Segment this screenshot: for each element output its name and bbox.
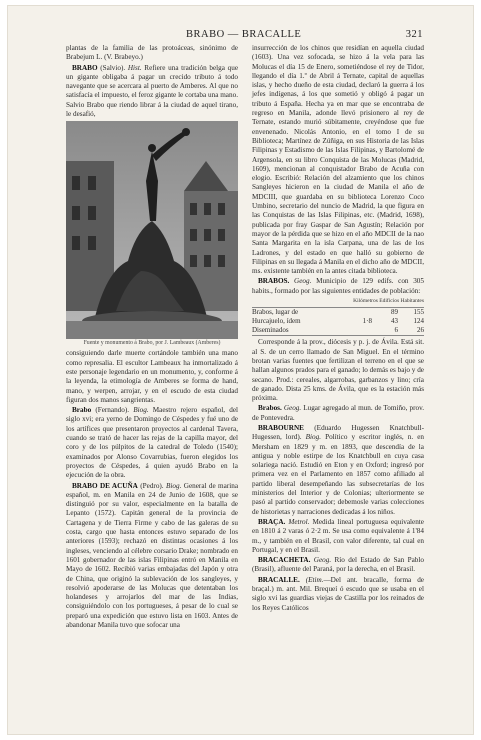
row-name: Brabos, lugar de	[252, 308, 299, 317]
category: Geog.	[289, 277, 312, 286]
entry-text: Corresponde á la prov., diócesis y p. j. de Ávila. Está sit. al S. de un cerro llamado de San Miguel. En el término brotan varias fuentes que fertilizan el terreno en el que se hallan algunos prados para el ganado; lo demás es bajo y de secano. Prod.: cereales, algarrobas, garbanzos y lino; cría de ganado. Dista 25 kms. de Ávila, que es la estación más próxima.	[252, 338, 424, 403]
entry-text: General de marina español, m. en Manila en 24 de Junio de 1608, que se distinguió por su valor, especialmente en la batalla de Lepanto (1572). Capitán general de la provincia de Cartagena y de Tierra Firme y cabo de las galeras de su costa, cargo que hasta entonces estuvo separado de los anteriores (1593); rechazó en distintas ocasiones á los ingleses, venciendo al célebre corsario Drake; nombrado en 1601 gobernador de las islas Filipinas entró en Manila en Mayo de 1602. Recibió varias embajadas del Japón y otra de China, que originó la sublevación de los sangleyes, y resolvió apoderarse de las Molucas que detentaban los holandeses y arrojarlos del mar de las Indias, consiguiéndolo con los portugueses, á pesar de lo cual se preparó una expedición que estuvo lista en 1603. Antes de abandonar Manila tuvo que sofocar una	[66, 481, 239, 629]
entry-text: Refiere una tradición belga que un gigante obligaba á pagar un crecido tributo á todo navegante que se acercara al puerto de Amberes. Al que no satisfacía el impuesto, el feroz gigante le cortaba una mano. Salvio Brabo que riendo librar á la ciudad de aquel tirano, le desafió,	[66, 63, 239, 119]
entry-brabos	[252, 277, 424, 296]
headword: BRABO DE ACUÑA	[72, 481, 138, 490]
left-column	[66, 44, 238, 631]
table-row	[252, 308, 424, 317]
illustration-caption: Fuente y monumento á Brabo, por J. Lambeaux (Amberes)	[83, 340, 221, 347]
entry-text: Medida lineal portuguesa equivalente en 1810 á 2 varas ó 2·2 m. Se usa como equivalente á 1'84 m., y también en el Brasil, con valor diferente, tal cual en Portugal, y en el Brasil.	[252, 517, 424, 554]
page-header	[66, 29, 423, 43]
entry-brabo-fernando	[66, 406, 238, 480]
right-column	[252, 44, 424, 614]
entry-brabo-continued	[66, 349, 238, 405]
entry-text: —Del ant. bracalle, forma de braçal.) m. ant. Mil. Brequeí ó escudo que se usaba en el siglo xvi las guardias viejas de Castilla por los reinados de los Reyes Católicos	[252, 575, 424, 612]
row-hab: 155	[413, 308, 424, 317]
row-edif: 43	[391, 317, 398, 326]
entry-text: consiguiendo darle muerte cortándole también una mano como represalia. El escultor Lambeaux ha inmortalizado á este personaje legendario en un monumento, y, conforme á la leyenda, la etimología de Amberes se forma de hand, mano, y werpen, arrojar, y en el escudo de esta ciudad figuran dos manos sangrientas.	[66, 349, 238, 404]
entry-text: Río del Estado de San Pablo (Brasil), afluente del Paraná, por la derecha, en el Brasil.	[252, 556, 424, 574]
row-edif: 89	[391, 308, 398, 317]
row-km	[346, 308, 372, 317]
population-table	[252, 308, 424, 336]
engraving-photo	[66, 121, 238, 339]
entry-text: Político y escritor inglés, n. en Mersham en 1829 y m. en 1893, que descendía de la antigua y noble estirpe de los Knatchbull en cuya casa solariega nació. Estudió en Eton y en Oxford; ingresó por primera vez en el Parlamento en 1857 como afiliado al partido liberal desempeñando las subsecretarías de los ministerios del Interior y de Colonias; ulteriormente se pasó al partido conservador; debemosle varias colecciones de historietas y narraciones dedicadas á los niños.	[252, 433, 425, 516]
headword-paren: (Fernando).	[91, 406, 130, 415]
entry-text: Maestro rejero español, del siglo xvi; era yerno de Domingo de Céspedes y fué uno de los artífices que presentaron proyectos al cardenal Tavera, cuando se trató de hacer las rejas de la capilla mayor, del coro y de los púlpitos de la catedral de Toledo (1540); examinados por Alonso Covarrubias, fueron elegidos los proyectos de Céspedes, á quien ayudó Brabo en la ejecución de la obra.	[66, 406, 239, 480]
entry-text: insurrección de los chinos que residían en aquella ciudad (1603). Una vez sofocada, se hizo á la vela para las Molucas el día 15 de Enero, sometiéndose el rey de Tidor, llegando el día 1.º de Abril á Ternate, capital de aquellas islas, y hecho dueño de esta ciudad, declaró la guerra á los jefes indígenas, á los que sometió y obligó á pagar un tributo á España. Hecha ya en mar que se encontraba de regreso en Manila, adonde llevó prisionero al rey de Ternate, estando murió súbitamente, creyéndose que fue envenenado. Nicolás Antonio, en el tomo I de su Biblioteca; Martínez de Zúñiga, en sus Historia de las Islas Filipinas y Estadismo de las Islas Filipinas, y Bartolomé de Argensola, en su libro Conquista de las Molucas (Madrid, 1609), mencionan al conquistador Brabo de Acuña con elogio. Escribió: Relación del alzamiento que los chinos Sangleyes hicieron en la ciudad de Manila el año de MDCIII, que guardaba en su biblioteca Lorenzo Coco Umbino, secretario del nuncio de Madrid, la que figura en las Conquistas de las Islas Filipinas, etc. (Madrid, 1698), publicada por fray Gaspar de San Agustín; Relación por mayor de la pérdida que se hizo en el año MDCII de la nao Santa Margarita en la isla Carpana, una de las de los Ladrones, y del estado en que halló su gobierno de Filipinas en su llegada á Manila en el dicho año de MDCII, ms. existente también en la antes citada biblioteca.	[252, 44, 424, 276]
entry-braca	[252, 518, 424, 555]
category: Biog.	[163, 481, 182, 490]
category: (Etim.	[299, 575, 324, 584]
headword: Brabo	[72, 406, 92, 415]
category: Hist.	[125, 63, 142, 72]
entry-text: Lugar agregado al mun. de Tomiño, prov. de Pontevedra.	[252, 404, 424, 422]
headword: BRABO	[72, 63, 98, 72]
entry-brabourne	[252, 424, 424, 517]
row-name: Diseminados	[252, 326, 289, 335]
headword: BRAÇA.	[258, 517, 286, 526]
row-hab: 26	[417, 326, 424, 335]
headword: BRABOURNE	[258, 423, 304, 432]
headword: BRACALLE.	[258, 575, 300, 584]
book-page	[8, 6, 473, 734]
headword: Brabos.	[258, 404, 282, 413]
row-hab: 124	[413, 317, 424, 326]
category: Biog.	[129, 406, 149, 415]
row-name: Hurcajuelo, ídem	[252, 317, 301, 326]
entry-acuna-continued	[252, 44, 424, 276]
category: Metrol.	[285, 517, 310, 526]
entry-bracacheta	[252, 556, 424, 575]
entry-brabo-salvio	[66, 64, 238, 120]
table-row	[252, 326, 424, 336]
category: Geog.	[281, 404, 302, 413]
entry-brabejum	[66, 44, 238, 63]
running-head: BRABO — BRACALLE	[186, 29, 302, 40]
row-km	[346, 326, 372, 336]
row-km: 1·8	[362, 317, 372, 326]
stats-column-headers: Kilómetros Edificios Habitantes	[252, 297, 424, 308]
category: Biog.	[301, 433, 322, 442]
headword-paren: (Salvio).	[97, 63, 126, 72]
entry-text: plantas de la familia de las protoáceas, sinónimo de Brabejum L. (V. Brabeyo.)	[66, 44, 238, 62]
entry-brabos-lugar	[252, 404, 424, 423]
headword: BRABOS.	[258, 277, 290, 286]
category: Geog.	[310, 556, 332, 565]
table-row	[252, 317, 424, 326]
brabo-fountain-illustration	[66, 121, 238, 339]
headword: BRACACHETA.	[258, 556, 311, 565]
entry-bracalle	[252, 576, 424, 613]
headword-paren: (Pedro).	[137, 481, 164, 490]
row-edif: 6	[394, 326, 398, 335]
page-number: 321	[405, 29, 423, 40]
entry-brabo-de-acuna	[66, 482, 238, 631]
entry-brabos-description	[252, 338, 424, 403]
entry-text: Municipio de 129 edifs. con 305 habits., formado por las siguientes entidades de población:	[252, 277, 424, 295]
headword-paren: (Eduardo Hugessen Knatchbull-Hugessen, lord).	[252, 423, 424, 442]
